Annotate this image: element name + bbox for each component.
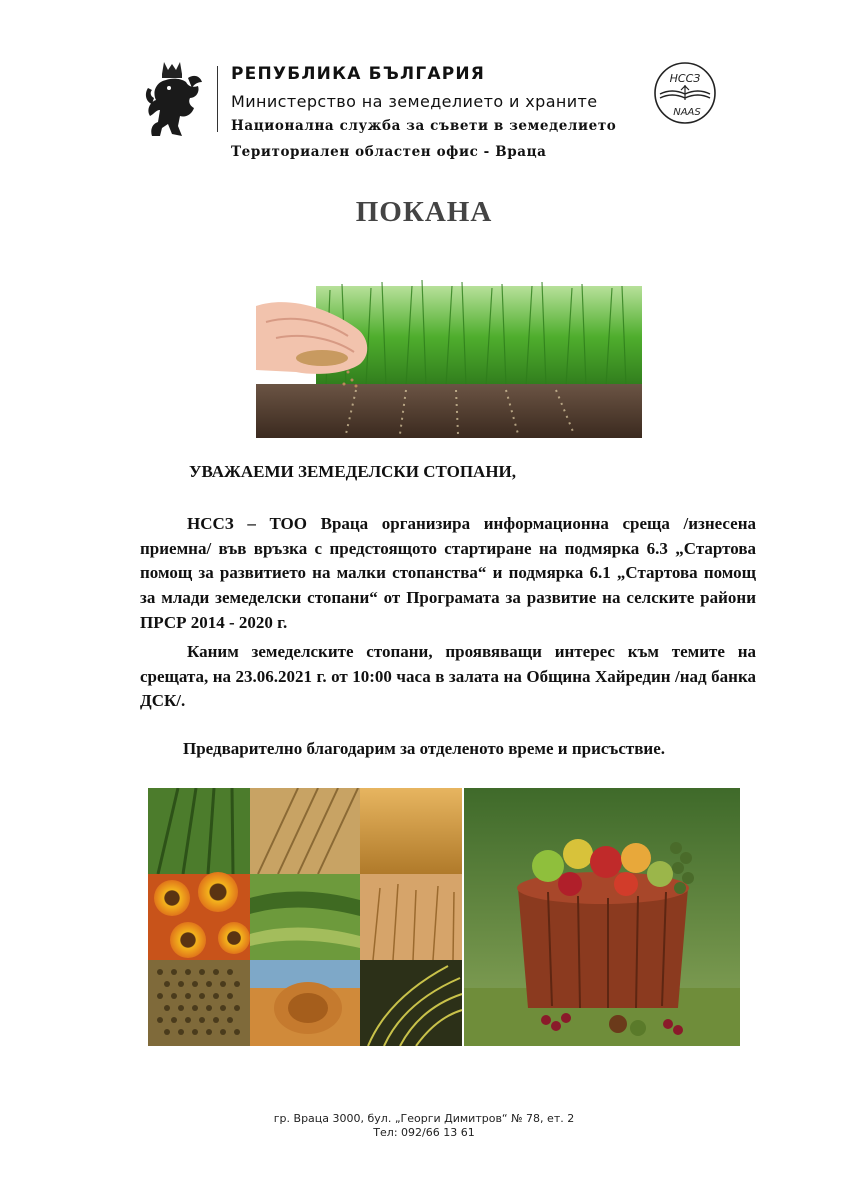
naas-logo bbox=[652, 60, 718, 126]
page-title: ПОКАНА bbox=[355, 196, 493, 228]
agriculture-collage-image bbox=[148, 788, 740, 1046]
body-paragraph-1: НССЗ – ТОО Враца организира информационна среща /изнесена приемна/ във връзка с предстоящото стартиране на подмярка 6.3 „Стартова помощ за развитието на малки стопанства“ и подмярка 6.1 „Стартова помощ за млади земеделски стопани“ от Програмата за развитие на селските райони ПРСР 2014 - 2020 г. bbox=[140, 514, 756, 632]
header-office: Териториален областен офис - Враца bbox=[231, 144, 547, 160]
footer-address: гр. Враца 3000, бул. „Георги Димитров“ № 78, ет. 2 bbox=[273, 1112, 575, 1125]
header-ministry: Министерство на земеделието и храните bbox=[231, 92, 598, 111]
header-republic: РЕПУБЛИКА БЪЛГАРИЯ bbox=[231, 64, 486, 84]
body-paragraph-2: Каним земеделските стопани, проявяващи интерес към темите на срещата, на 23.06.2021 г. от 10:00 часа в залата на Община Хайредин /над банка ДСК/. bbox=[140, 642, 756, 711]
sowing-seeds-image bbox=[256, 266, 642, 438]
naas-logo-bottom-text: NAAS bbox=[673, 107, 701, 118]
greeting: УВАЖАЕМИ ЗЕМЕДЕЛСКИ СТОПАНИ, bbox=[189, 462, 517, 481]
coat-of-arms-icon bbox=[142, 58, 208, 144]
header-service: Национална служба за съвети в земеделието bbox=[231, 118, 617, 134]
naas-logo-top-text: НССЗ bbox=[669, 72, 701, 85]
header-divider bbox=[217, 66, 218, 132]
footer-phone: Тел: 092/66 13 61 bbox=[373, 1126, 475, 1139]
thanks-line: Предварително благодарим за отделеното време и присъствие. bbox=[182, 739, 666, 758]
